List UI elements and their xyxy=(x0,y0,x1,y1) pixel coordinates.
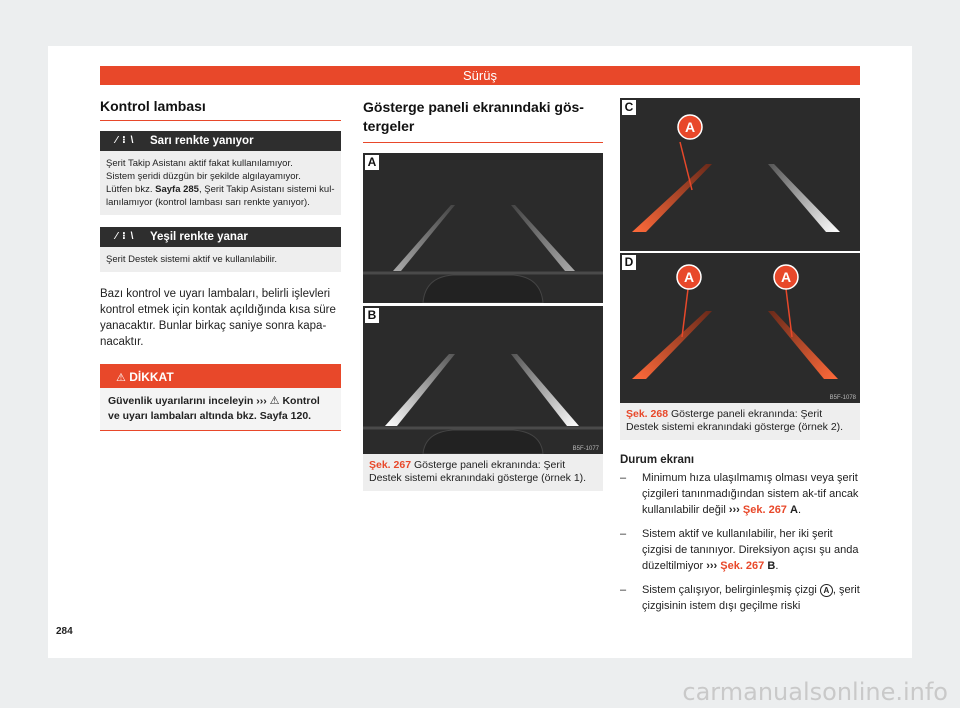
title-line2: tergeler xyxy=(363,118,415,134)
lamp-label-green: Yeşil renkte yanar xyxy=(150,231,248,243)
list-item-text: Minimum hıza ulaşılmamış olması veya şerit çizgileri tanınmadığından sistem ak-tif ancak kullanılabilir değil ››› Şek. 267 A. xyxy=(642,472,859,516)
caption-id: Şek. 267 xyxy=(369,459,412,471)
body-paragraph: Bazı kontrol ve uyarı lambaları, belirli işlevleri kontrol etmek için kontak açıldığında kısa süre yanacaktır. Bunlar birkaç saniye sonra kapa-nacaktır. xyxy=(100,288,336,348)
item2-text: Sistem aktif ve kullanılabilir, her iki şerit çizgisi de tanınıyor. Direksiyon açısı şu anda düzeltilmiyor xyxy=(642,528,859,572)
list-item xyxy=(620,582,860,614)
warning-inline-icon: ⚠ xyxy=(269,395,280,407)
item1-letter: A xyxy=(790,504,798,516)
figure-c-graphic xyxy=(620,98,860,251)
figure-d-graphic xyxy=(620,253,860,403)
lamp-header-green xyxy=(100,227,341,247)
lamp-header-yellow xyxy=(100,131,341,151)
list-item-text: Sistem aktif ve kullanılabilir, her iki şerit çizgisi de tanınıyor. Direksiyon açısı şu anda düzeltilmiyor ››› Şek. 267 B. xyxy=(642,528,859,572)
lamp-green-line1: Şerit Destek sistemi aktif ve kullanılabilir. xyxy=(106,254,278,265)
warning-heading: DİKKAT xyxy=(129,370,174,384)
page-number: 284 xyxy=(56,626,73,637)
list-item-text xyxy=(642,582,860,614)
section-title-kontrol: Kontrol lambası xyxy=(100,98,341,121)
title-line1: Gösterge paneli ekranındaki gös- xyxy=(363,99,584,115)
warning-text-pre: Güvenlik uyarılarını inceleyin xyxy=(108,395,257,407)
lamp-yellow-line3 xyxy=(106,183,335,209)
caption-id-2: Şek. 268 xyxy=(626,408,669,420)
item1-figure-link[interactable]: Şek. 267 xyxy=(742,504,787,516)
header-title: Sürüş xyxy=(463,68,497,83)
marker-a-left-text: A xyxy=(683,269,695,285)
right-column xyxy=(620,98,860,622)
item2-arrows-link[interactable]: ››› xyxy=(706,560,718,572)
lane-assist-icon: ⁄ ⁝ \ xyxy=(115,231,135,242)
figure-d xyxy=(620,253,860,403)
header-bar xyxy=(100,66,860,85)
caption-text-2: Gösterge paneli ekranında: Şerit Destek sistemi ekranındaki gösterge (örnek 2). xyxy=(626,408,844,433)
item1-arrows-link[interactable]: ››› xyxy=(728,504,740,516)
warning-box xyxy=(100,364,341,431)
left-column xyxy=(100,98,341,431)
list-item xyxy=(620,470,860,518)
list-item xyxy=(620,526,860,574)
figure-c xyxy=(620,98,860,251)
list-dash: – xyxy=(620,584,627,596)
watermark: carmanualsonline.info xyxy=(682,678,948,706)
figure-ref-code-2: B5F-1078 xyxy=(829,395,856,401)
item2-letter: B xyxy=(767,560,776,572)
warning-text xyxy=(100,388,341,430)
item3-text: Sistem çalışıyor, belirginleşmiş çizgi xyxy=(642,584,820,596)
section-title-gosterge xyxy=(363,98,603,143)
figure-caption-267 xyxy=(363,454,603,491)
middle-column xyxy=(363,98,603,491)
fig-label-b: B xyxy=(365,308,379,323)
caption-text: Gösterge paneli ekranında: Şerit Destek sistemi ekranındaki gösterge (örnek 1). xyxy=(369,459,587,484)
marker-circle-icon: A xyxy=(820,584,833,597)
lamp-body-yellow xyxy=(100,151,341,215)
fig-label-d: D xyxy=(622,255,636,270)
list-dash: – xyxy=(620,472,627,484)
warning-header xyxy=(100,366,341,388)
subheading-durum: Durum ekranı xyxy=(620,454,695,466)
lamp-yellow-line3-post: , Şerit Takip Asistanı sistemi kul-lanılamıyor (kontrol lambası sarı renkte yanıyor). xyxy=(106,184,335,208)
figure-b xyxy=(363,306,603,454)
lamp-label-yellow: Sarı renkte yanıyor xyxy=(150,135,254,147)
lamp-body-green xyxy=(100,247,341,272)
lamp-yellow-line1: Şerit Takip Asistanı aktif fakat kullanılamıyor. xyxy=(106,158,293,169)
marker-a-right-text: A xyxy=(780,269,792,285)
fig-label-c: C xyxy=(622,100,636,115)
marker-a-text: A xyxy=(684,119,696,135)
page-ref-link[interactable]: Sayfa 285 xyxy=(155,184,199,195)
warning-text-post: Kontrol ve uyarı lambaları altında bkz. Sayfa 120. xyxy=(108,395,320,422)
fig-label-a: A xyxy=(365,155,379,170)
figure-a xyxy=(363,153,603,303)
status-list xyxy=(620,470,860,614)
figure-a-graphic xyxy=(363,153,603,303)
list-dash: – xyxy=(620,528,627,540)
item3-text-post: , şerit çizgisinin istem dışı geçilme riski xyxy=(642,584,860,612)
item1-text: Minimum hıza ulaşılmamış olması veya şerit çizgileri tanınmadığından sistem ak-tif ancak kullanılabilir değil xyxy=(642,472,859,516)
lamp-yellow-line2: Sistem şeridi düzgün bir şekilde algılayamıyor. xyxy=(106,171,301,182)
lamp-yellow-line3-pre: Lütfen bkz. xyxy=(106,184,156,195)
warning-triangle-icon: ⚠ xyxy=(116,372,126,384)
figure-ref-code: B5F-1077 xyxy=(572,446,599,452)
lane-assist-icon: ⁄ ⁝ \ xyxy=(115,135,135,146)
figure-caption-268 xyxy=(620,403,860,440)
item2-figure-link[interactable]: Şek. 267 xyxy=(720,560,765,572)
arrows-link[interactable]: ››› xyxy=(256,395,267,407)
figure-b-graphic xyxy=(363,306,603,454)
